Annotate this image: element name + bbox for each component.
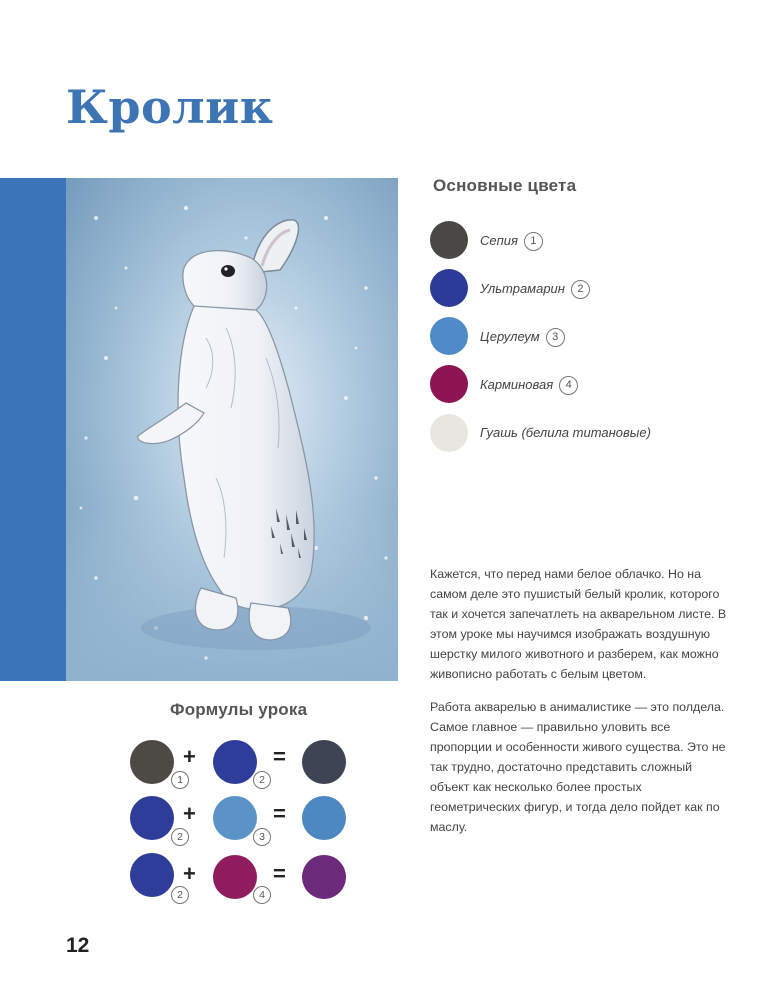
swatch-5 <box>430 414 468 452</box>
color-label: Ультрамарин <box>480 280 565 296</box>
page-title: Кролик <box>66 80 274 134</box>
swatch-1 <box>430 221 468 259</box>
swatch-3 <box>430 317 468 355</box>
color-item-cerulean <box>430 317 750 357</box>
color-item-carmine <box>430 365 750 405</box>
formula-swatch-a <box>130 853 174 897</box>
formula-num-b: 4 <box>253 886 271 904</box>
formula-num-a: 1 <box>171 771 189 789</box>
color-number: 2 <box>571 280 590 299</box>
color-item-ultramarine <box>430 269 750 309</box>
swatch-2 <box>430 269 468 307</box>
color-label: Гуашь (белила титановые) <box>480 425 651 440</box>
accent-band <box>0 178 66 681</box>
color-item-white-gouache <box>430 414 750 454</box>
formula-swatch-a <box>130 740 174 784</box>
color-number: 1 <box>524 232 543 251</box>
formula-swatch-b <box>213 796 257 840</box>
intro-paragraph-2: Работа акварелью в анималистике — это полдела. Самое главное — правильно уловить все пропорции и особенности живого существа. Это не так трудно, достаточно представить сложный объект как несколько более простых геометрических фигур, и тогда дело пойдет как по маслу. <box>430 700 726 834</box>
rabbit-illustration <box>66 178 398 681</box>
formula-num-b: 2 <box>253 771 271 789</box>
color-item-sepia <box>430 221 750 261</box>
color-label: Церулеум <box>480 328 540 344</box>
rabbit-painting-svg <box>66 178 398 681</box>
swatch-4 <box>430 365 468 403</box>
formula-swatch-b <box>213 740 257 784</box>
equals-sign: = <box>273 861 286 886</box>
color-number: 4 <box>559 376 578 395</box>
formula-num-b: 3 <box>253 828 271 846</box>
color-label: Сепия <box>480 232 518 248</box>
formula-swatch-b <box>213 855 257 899</box>
formula-num-a: 2 <box>171 886 189 904</box>
plus-sign: + <box>183 801 196 826</box>
color-label: Карминовая <box>480 376 554 392</box>
formula-result <box>302 796 346 840</box>
intro-paragraph-1: Кажется, что перед нами белое облачко. Но на самом деле это пушистый белый кролик, которого так и хочется запечатлеть на акварельном листе. В этом уроке мы научимся изображать воздушную шерстку милого животного и разберем, как можно живописно работать с белым цветом. <box>430 567 727 681</box>
formulas-heading: Формулы урока <box>170 700 308 719</box>
colors-heading: Основные цвета <box>433 176 577 195</box>
equals-sign: = <box>273 744 286 769</box>
formula-result <box>302 740 346 784</box>
plus-sign: + <box>183 861 196 886</box>
color-number: 3 <box>546 328 565 347</box>
plus-sign: + <box>183 744 196 769</box>
equals-sign: = <box>273 801 286 826</box>
formula-num-a: 2 <box>171 828 189 846</box>
formula-result <box>302 855 346 899</box>
page-number: 12 <box>66 934 90 957</box>
formula-swatch-a <box>130 796 174 840</box>
